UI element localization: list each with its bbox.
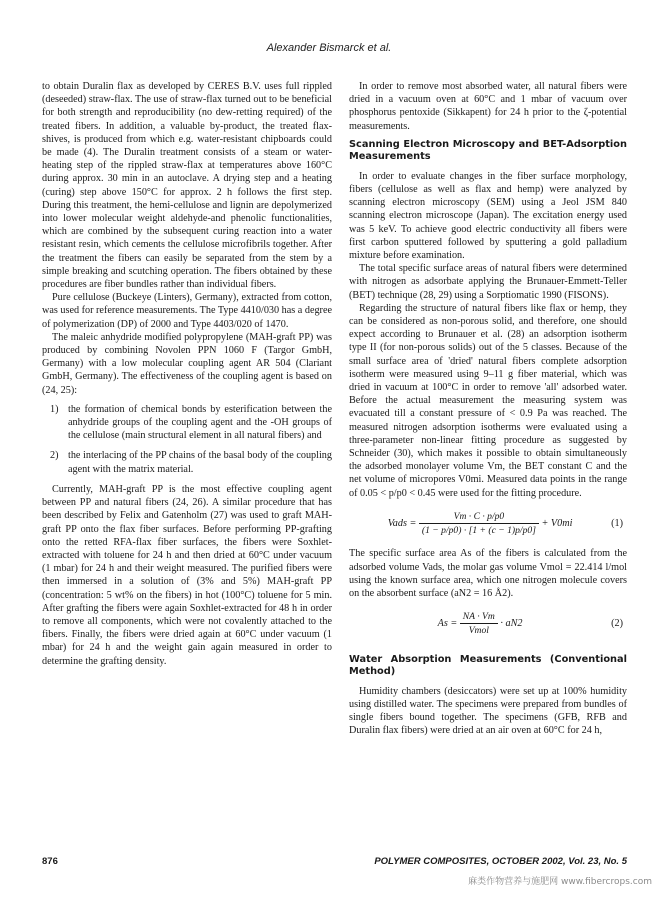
paragraph: Humidity chambers (desiccators) were set up at 100% humidity using distilled water. The specimens were prepared from bundles of single fibers bound together. The specimens (GFB, RFB and Duralin flax fibers) were dried at an air oven at 60°C for 24 h, [349, 685, 627, 737]
equation-lhs: As = [437, 618, 458, 630]
paragraph: Regarding the structure of natural fibers like flax or hemp, they can be considered as non-porous solid, and therefore, one should expect according to Brunauer et al. (28) an adsorption isotherm type II (for non-porous solids) out of the 5 classes. Because of the small surface area of 'dried' natural fibers complete adsorption isotherm were measured using 9–11 g fiber material, which was dried in vacuum at 100°C in order to remove 'all' adsorbed water. Before the actual measurement the measuring system was evacuated till a constant pressure of < 0.9 Pa was reached. The measured nitrogen adsorption isotherms were evaluated using a three-parameter non-linear fitting procedure as suggested by Schneider (30), which makes it possible to obtain simultaneously the adsorbed monolayer volume Vm, the BET constant C and the net volume of micropores V0mi. Measured data points in the range of 0.05 < p/p0 < 0.45 were used for the fitting procedure. [349, 302, 627, 499]
running-header: Alexander Bismarck et al. [266, 42, 392, 54]
equation-1 [349, 510, 627, 537]
equation-fraction [460, 610, 498, 637]
paragraph: In order to remove most absorbed water, all natural fibers were dried in a vacuum oven at 60°C and 1 mbar of vacuum over phosphorus pentoxide (Sikkapent) for 24 h prior to the ζ-potential measurements. [349, 81, 627, 132]
list-number: 2) [50, 450, 59, 462]
list-number: 1) [50, 403, 59, 415]
right-column [349, 80, 627, 737]
watermark: 麻类作物营养与施肥网 www.fibercrops.com [468, 877, 652, 887]
equation-lhs: Vads = [387, 517, 417, 529]
paragraph: Pure cellulose (Buckeye (Linters), Germany), extracted from cotton, was used for reference measurements. The Type 4410/030 has a degree of polymerization (DP) of 2000 and Type 4403/020 of 1470. [42, 292, 332, 330]
fraction-denominator: Vmol [468, 625, 489, 637]
list-text: the formation of chemical bonds by esterification between the anhydride groups of the coupling agent and the -OH groups of the cellulose (main structural element in all natural fibers) and [68, 403, 332, 442]
list-text: the interlacing of the PP chains of the basal body of the coupling agent with the matrix material. [68, 450, 332, 475]
paragraph: Currently, MAH-graft PP is the most effective coupling agent between PP and natural fibers (24, 26). A similar procedure that has been described by Felix and Gatenholm (27) was used to graft MAH-graft PP onto the flax fiber surfaces. Before performing PP-grafting onto the retted RFA-flax fiber surfaces, the fibers were Soxhlet-extracted with toluene for 24 h and then dried at 60°C under vacuum (1 mbar) for 24 h and their weight measured. The purified fibers were then immersed in a solution of (3% and 5%) MAH-graft PP (concentration: 5 wt% on the fibers) in hot (100°C) toluene for 5 min. After grafting the fibers were again Soxhlet-extracted for 48 h in order to remove all components, which were not covalently attached to the fibers. Finally, the fibers were dried again at 60°C under vacuum (1 mbar) for 24 h and the weight gain again measured in order to determine the grafting density. [42, 483, 332, 667]
fraction-numerator: NA · Vm [460, 610, 498, 624]
paragraph: The total specific surface areas of natural fibers were determined with nitrogen as adsorbate applying the Brunauer-Emmett-Teller (BET) technique (28, 29) using a Sorptiomatic 1990 (FISONS). [349, 263, 627, 301]
page-number: 876 [42, 856, 58, 867]
paragraph: In order to evaluate changes in the fiber surface morphology, fibers (cellulose as well as flax and hemp) were analyzed by scanning electron microscopy (SEM) using a Jeol JSM 840 scanning electron microscope (Japan). The excitation energy used was 5 keV. To achieve good electric conductivity all fibers were first carbon sputtered followed by sputtering a gold palladium mixture before examination. [349, 170, 627, 262]
list-item [42, 449, 332, 475]
fraction-denominator: (1 − p/p0) · [1 + (c − 1)p/p0] [421, 525, 536, 537]
section-heading: Scanning Electron Microscopy and BET-Adsorption Measurements [349, 138, 627, 163]
equation-tail: + V0mi [541, 517, 573, 529]
numbered-list [42, 403, 332, 476]
list-item [42, 403, 332, 443]
section-heading: Water Absorption Measurements (Conventional Method) [349, 653, 627, 678]
paragraph: The specific surface area As of the fibers is calculated from the adsorbed volume Vads, the molar gas volume Vmol = 22.414 l/mol using the known surface area, which one nitrogen molecule covers on the absorbent surface (aN2 = 16 Å2). [349, 548, 627, 599]
equation-number: (1) [611, 517, 623, 529]
fraction-numerator: Vm · C · p/p0 [419, 510, 539, 524]
equation-number: (2) [611, 618, 623, 630]
equation-2 [349, 610, 627, 637]
paragraph: to obtain Duralin flax as developed by CERES B.V. uses full rippled (deseeded) straw-flax. The use of straw-flax turned out to be beneficial for both strength and reproducibility (no dew-retting required) of the treated fibers. In addition, a valuable by-product, the treated flax-shives, is produced from which e.g. water-resistant chipboards could be made (4). The Duralin treatment consists of a steam or water-heating step of the rippled straw-flax at temperatures above 160°C during approx. 30 min in an autoclave. A drying step and a heating (curing) step above 150°C for approx. 2 h follows the first step. During this treatment, the hemi-cellulose and lignin are depolymerized into lower molecular weight aldehyde-and phenolic functionalities, which are combined by the subsequent curing reaction into a water resistant resin, which cements the cellulose microfibrils together. After the treatment the fibers can easily be separated from the stem by a simple breaking and scutching operation. The fibers obtained by these procedures are fiber bundles rather than individual fibers. [42, 81, 332, 291]
paragraph: The maleic anhydride modified polypropylene (MAH-graft PP) was produced by combining Novolen PPN 1060 F (Targor GmbH, Germany) with a low molecular coupling agent AR 504 (Clariant GmbH, Germany). The effectiveness of the coupling agent is based on (24, 25): [42, 331, 332, 396]
left-column [42, 80, 332, 668]
journal-citation: POLYMER COMPOSITES, OCTOBER 2002, Vol. 23, No. 5 [374, 856, 627, 867]
equation-fraction [419, 510, 539, 537]
equation-tail: · aN2 [500, 618, 523, 630]
